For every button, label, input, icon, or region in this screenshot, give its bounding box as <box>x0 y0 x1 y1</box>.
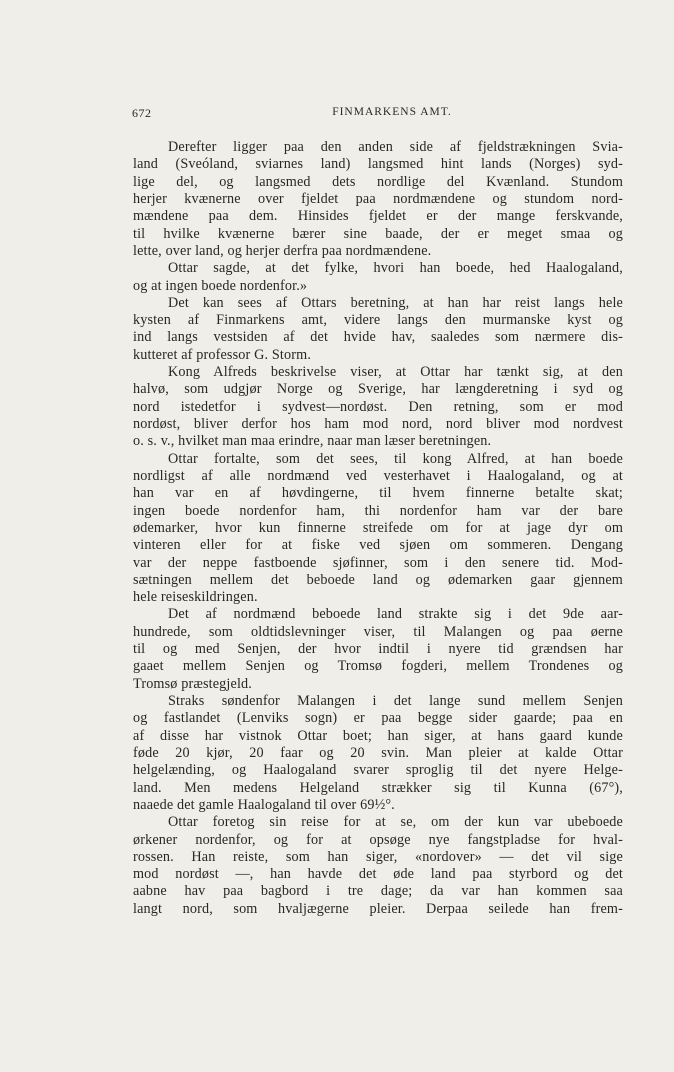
text-line: Det kan sees af Ottars beretning, at han har reist langs hele <box>168 294 623 311</box>
text-line: Det af nordmænd beboede land strakte sig i det 9de aar- <box>168 606 623 623</box>
text-line: hele reiseskildringen. <box>133 589 258 606</box>
text-line: rossen. Han reiste, som han siger, «nordover» — det vil sige <box>133 848 623 865</box>
page-header <box>133 106 623 126</box>
text-line: gaaet mellem Senjen og Tromsø fogderi, mellem Trondenes og <box>133 658 623 675</box>
text-line: land (Sveóland, sviarnes land) langsmed hint lands (Norges) syd- <box>133 156 623 173</box>
text-line: sætningen mellem det beboede land og ødemarken gaar gjennem <box>133 571 623 588</box>
text-line: lige del, og langsmed dets nordlige del Kvænland. Stundom <box>133 173 623 190</box>
text-line: ødemarker, hvor kun finnerne streifede om for at jage dyr om <box>133 519 623 536</box>
text-line: kutteret af professor G. Storm. <box>133 346 312 363</box>
text-line: ingen boede nordenfor ham, thi nordenfor ham var der bare <box>133 502 623 519</box>
text-line: til hvilke kvænerne bærer sine baade, der er meget smaa og <box>133 225 623 242</box>
text-line: naaede det gamle Haalogaland til over 69½°. <box>133 796 395 813</box>
body-text <box>133 139 623 918</box>
text-line: til og med Senjen, der hvor indtil i nyere tid grændsen har <box>133 641 623 658</box>
text-line: helgelænding, og Haalogaland svarer sproglig til det nyere Helge- <box>133 762 623 779</box>
text-line: Ottar sagde, at det fylke, hvori han boede, hed Haalogaland, <box>168 260 623 277</box>
text-line: vinteren eller for at fiske ved sjøen om sommeren. Dengang <box>133 537 623 554</box>
text-line: Ottar fortalte, som det sees, til kong Alfred, at han boede <box>168 450 623 467</box>
text-line: Ottar foretog sin reise for at se, om der kun var ubeboede <box>168 814 623 831</box>
text-line: land. Men medens Helgeland strækker sig til Kunna (67°), <box>133 779 623 796</box>
text-line: han var en af høvdingerne, til hvem finnerne betalte skat; <box>133 485 623 502</box>
text-line: halvø, som udgjør Norge og Sverige, har længderetning i syd og <box>133 381 623 398</box>
text-line: aabne hav paa bagbord i tre dage; da var han kommen saa <box>133 883 623 900</box>
text-line: og at ingen boede nordenfor.» <box>133 277 308 294</box>
running-title: FINMARKENS AMT. <box>332 106 452 118</box>
text-line: ind langs vestsiden af det hvide hav, saaledes som nærmere dis- <box>133 329 623 346</box>
text-line: herjer kvænerne over fjeldet paa nordmændene og stundom nord- <box>133 190 623 207</box>
text-line: og fastlandet (Lenviks sogn) er paa begge sider gaarde; paa en <box>133 710 623 727</box>
text-line: nord istedetfor i sydvest—nordøst. Den retning, som er mod <box>133 398 623 415</box>
text-line: Kong Alfreds beskrivelse viser, at Ottar har tænkt sig, at den <box>168 364 623 381</box>
text-line: langt nord, som hvaljægerne pleier. Derpaa seilede han frem- <box>133 900 623 917</box>
text-line: Straks søndenfor Malangen i det lange sund mellem Senjen <box>168 693 623 709</box>
text-line: mændene paa dem. Hinsides fjeldet er der mange ferskvande, <box>133 208 623 225</box>
text-line: lette, over land, og herjer derfra paa nordmændene. <box>133 242 432 259</box>
text-line: o. s. v., hvilket man maa erindre, naar man læser beretningen. <box>133 433 492 450</box>
text-line: hundrede, som oldtidslevninger viser, til Malangen og paa øerne <box>133 623 623 640</box>
text-line: Derefter ligger paa den anden side af fjeldstrækningen Svia- <box>168 139 623 155</box>
text-line: Tromsø præstegjeld. <box>133 675 252 692</box>
text-line: af disse har vistnok Ottar boet; han siger, at hans gaard kunde <box>133 727 623 744</box>
text-line: nordøst, bliver derfor hos ham mod nord, nord bliver mod nordvest <box>133 416 623 432</box>
text-line: kysten af Finmarkens amt, videre langs den murmanske kyst og <box>133 312 623 329</box>
text-line: nordligst af alle nordmænd ved vesterhavet i Haalogaland, og at <box>133 467 623 484</box>
text-line: ørkener nordenfor, og for at opsøge nye fangstpladse for hval- <box>133 831 623 848</box>
page-number: 672 <box>132 106 152 120</box>
text-line: mod nordøst —, han havde det øde land paa styrbord og det <box>133 866 623 883</box>
text-line: var der neppe fastboende sjøfinner, som i den senere tid. Mod- <box>133 554 623 571</box>
text-line: føde 20 kjør, 20 faar og 20 svin. Man pleier at kalde Ottar <box>133 744 623 761</box>
